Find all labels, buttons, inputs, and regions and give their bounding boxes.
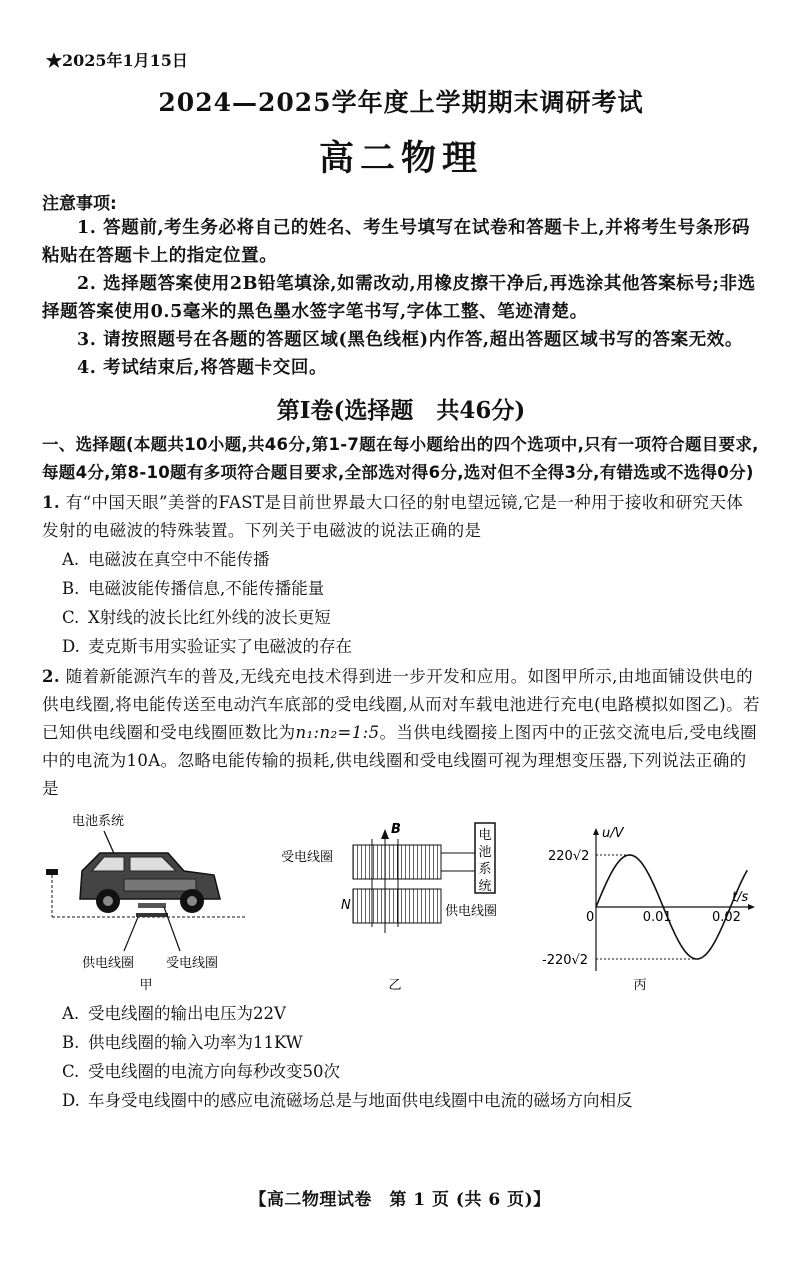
- x-axis-label: t/s: [732, 890, 749, 905]
- page-footer: 【高二物理试卷 第 1 页 (共 6 页)】: [249, 1190, 551, 1210]
- y-axis-label: u/V: [602, 826, 624, 841]
- figure-caption: 甲: [139, 978, 153, 993]
- figure-row: [42, 809, 760, 999]
- notice-section: [42, 189, 760, 382]
- option-text: 麦克斯韦用实验证实了电磁波的存在: [88, 637, 352, 656]
- x-tick-label: 0.02: [711, 910, 741, 925]
- option-a: [42, 545, 760, 574]
- y-axis-arrow: [593, 828, 599, 835]
- battery-pack: [124, 879, 196, 891]
- y-max-tick-label: 220√2: [548, 849, 590, 864]
- field-label: B: [391, 822, 401, 837]
- figure-jia: [42, 809, 257, 994]
- battery-char: 统: [478, 879, 492, 894]
- option-d: [42, 632, 760, 661]
- option-c: [42, 603, 760, 632]
- option-text: 车身受电线圈中的感应电流磁场总是与地面供电线圈中电流的磁场方向相反: [88, 1091, 633, 1110]
- origin-label: 0: [586, 910, 595, 925]
- supply-coil-label: 供电线圈: [82, 956, 135, 971]
- option-text: 受电线圈的电流方向每秒改变50次: [88, 1062, 340, 1081]
- supply-coil-shape: [136, 913, 168, 917]
- option-label: B.: [62, 579, 80, 598]
- exam-date: ★2025年1月15日: [46, 51, 188, 70]
- option-label: A.: [62, 550, 80, 569]
- receive-coil-label: 受电线圈: [166, 956, 219, 971]
- x-tick-label: 0.01: [642, 910, 672, 925]
- supply-coil-label: 供电线圈: [445, 904, 497, 919]
- battery-char: 系: [478, 862, 492, 877]
- option-b: [42, 574, 760, 603]
- part-title: 第Ⅰ卷(选择题 共46分): [276, 397, 526, 424]
- option-a: [42, 999, 760, 1028]
- turns-ratio: n₁:n₂=1:5: [295, 723, 380, 742]
- question-1: [42, 489, 760, 545]
- notice-heading: 注意事项:: [42, 194, 117, 214]
- car-diagram: [42, 809, 257, 994]
- figure-yi: [277, 809, 497, 994]
- receive-coil-shape: [353, 845, 441, 879]
- question-number: 2.: [42, 667, 61, 686]
- option-b: [42, 1028, 760, 1057]
- question-2: [42, 663, 760, 803]
- option-text: 电磁波能传播信息,不能传播能量: [88, 579, 325, 598]
- section-instructions: 一、选择题(本题共10小题,共46分,第1-7题在每小题给出的四个选项中,只有一项符合题目要求,每题4分,第8-10题有多项符合题目要求,全部选对得6分,选对但不全得3分,有错选或不选得0分): [42, 435, 759, 482]
- figure-bing: [520, 809, 760, 994]
- option-text: X射线的波长比红外线的波长更短: [88, 608, 331, 627]
- option-label: D.: [62, 637, 80, 656]
- coil-diagram: [277, 809, 497, 994]
- option-c: [42, 1057, 760, 1086]
- voltage-chart: [520, 809, 760, 994]
- option-text: 电磁波在真空中不能传播: [88, 550, 270, 569]
- option-label: A.: [62, 1004, 80, 1023]
- figure-caption: 乙: [388, 978, 402, 993]
- notice-item: 3. 请按照题号在各题的答题区域(黑色线框)内作答,超出答题区域书写的答案无效。: [77, 330, 744, 350]
- figure-caption: 丙: [633, 978, 647, 993]
- supply-coil-shape: [353, 889, 441, 923]
- receive-coil-shape: [138, 903, 166, 908]
- north-pole-label: N: [341, 898, 351, 913]
- option-label: B.: [62, 1033, 80, 1052]
- question-stem: 有“中国天眼”美誉的FAST是目前世界最大口径的射电望远镜,它是一种用于接收和研究天体发射的电磁波的特殊装置。下列关于电磁波的说法正确的是: [42, 493, 744, 540]
- question-stem-cont: 。当供电线圈接上图丙中的正弦交流电后,受电线圈中的电流为10A。忽略电能传输的损耗,供电线圈和受电线圈可视为理想变压器,下列说法正确的是: [42, 723, 757, 798]
- option-text: 供电线圈的输入功率为11KW: [88, 1033, 303, 1052]
- option-label: C.: [62, 1062, 80, 1081]
- notice-item: 1. 答题前,考生务必将自己的姓名、考生号填写在试卷和答题卡上,并将考生号条形码粘贴在答题卡上的指定位置。: [42, 218, 751, 266]
- exam-title: 2024—2025学年度上学期期末调研考试: [158, 88, 644, 117]
- option-text: 受电线圈的输出电压为22V: [88, 1004, 286, 1023]
- wheel-hub: [187, 896, 197, 906]
- charger-post-head: [46, 869, 58, 875]
- arrow-up-icon: [381, 829, 389, 839]
- question-number: 1.: [42, 493, 61, 512]
- x-axis-arrow: [748, 904, 755, 910]
- question-stem: 随着新能源汽车的普及,无线充电技术得到进一步开发和应用。如图甲所示,由地面铺设供电的供电线圈,将电能传送至电动汽车底部的受电线圈,从而对车载电池进行充电(电路模拟如图乙)。若已知供电线圈和受电线圈匝数比为: [42, 667, 760, 742]
- battery-char: 池: [478, 845, 492, 860]
- subject-title: 高二物理: [318, 138, 483, 179]
- pointer-line: [124, 917, 138, 951]
- wheel-hub: [103, 896, 113, 906]
- option-d: [42, 1086, 760, 1115]
- battery-char: 电: [478, 828, 492, 843]
- y-min-tick-label: -220√2: [542, 953, 589, 968]
- option-label: C.: [62, 608, 80, 627]
- pointer-line: [164, 907, 180, 951]
- option-label: D.: [62, 1091, 80, 1110]
- notice-item: 4. 考试结束后,将答题卡交回。: [77, 358, 328, 378]
- receive-coil-label: 受电线圈: [281, 850, 334, 865]
- notice-item: 2. 选择题答案使用2B铅笔填涂,如需改动,用橡皮擦干净后,再选涂其他答案标号;非选择题答案使用0.5毫米的黑色墨水签字笔书写,字体工整、笔迹清楚。: [42, 274, 756, 322]
- battery-system-label: 电池系统: [72, 814, 125, 829]
